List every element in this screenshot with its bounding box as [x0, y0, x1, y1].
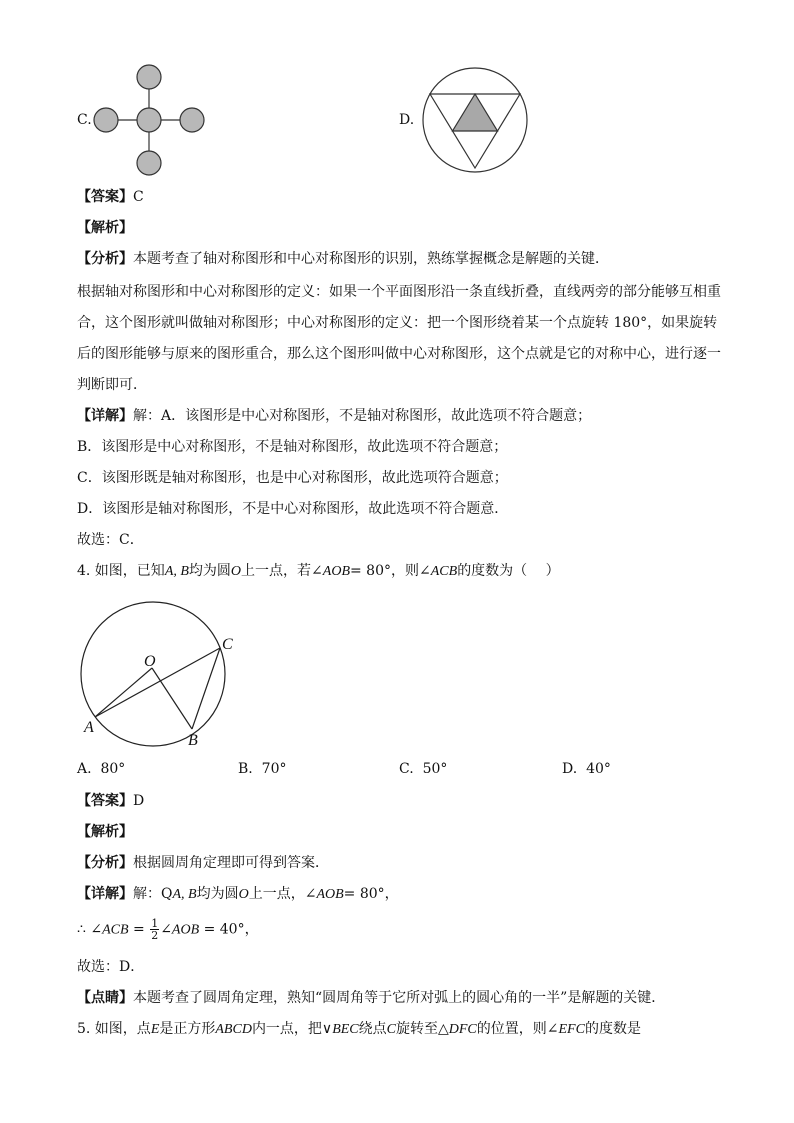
q4-text-part: 的度数为（ ）	[457, 563, 560, 579]
segment-bc	[192, 648, 220, 729]
equals: =	[128, 921, 150, 938]
option-value: 80°	[100, 761, 126, 777]
fenxi-text: 本题考查了轴对称图形和中心对称图形的识别，熟练掌握概念是解题的关键．	[133, 251, 609, 267]
q5-text-part: 内一点，把∨	[251, 1021, 333, 1037]
q4-text-part: = 80°，	[343, 886, 399, 902]
definition-line-4: 判断即可．	[77, 377, 147, 393]
q5-var-c: C	[386, 1022, 396, 1037]
fenxi-line-q4	[77, 853, 329, 873]
fenxi-tag: 【分析】	[77, 855, 133, 871]
answer-line-q3	[77, 187, 144, 207]
definition-line-2: 合，这个图形就叫做轴对称图形；中心对称图形的定义：把一个图形绕着某一个点旋转 180°，如果旋转	[77, 315, 718, 331]
detail-line-a	[77, 406, 591, 426]
option-letter: C.	[399, 761, 414, 777]
q5-text-part: 是正方形	[159, 1021, 216, 1037]
q4-var-o: O	[238, 887, 249, 902]
fenxi-tag: 【分析】	[77, 251, 133, 267]
option-letter: B.	[238, 761, 253, 777]
label-o: O	[144, 653, 156, 670]
option-c-label: C.	[77, 112, 92, 128]
because-symbol: Q	[161, 886, 173, 902]
label-b: B	[188, 732, 198, 749]
choose-line-q4: 故选：D．	[77, 959, 145, 975]
segment-ac	[95, 648, 220, 717]
xiangjie-tag: 【详解】	[77, 408, 133, 424]
xiangjie-text: 解：A．该图形是中心对称图形，不是轴对称图形，故此选项不符合题意；	[133, 408, 592, 424]
xiangjie-tag: 【详解】	[77, 886, 133, 902]
analysis-title: 【解析】	[77, 824, 133, 840]
option-letter: D.	[562, 761, 578, 777]
answer-value: C	[133, 189, 144, 205]
detail-line-c: C．该图形既是轴对称图形，也是中心对称图形，故此选项符合题意；	[77, 470, 508, 486]
q4-option-d	[562, 759, 611, 779]
detail-line-b: B．该图形是中心对称图形，不是轴对称图形，故此选项不符合题意；	[77, 439, 508, 455]
question-4-stem	[77, 561, 560, 582]
q5-text-part: 的度数是	[584, 1021, 641, 1037]
fenxi-text: 根据圆周角定理即可得到答案．	[133, 855, 329, 871]
fraction-denominator: 2	[151, 929, 159, 942]
q4-option-a	[77, 759, 125, 779]
answer-tag: 【答案】	[77, 793, 133, 809]
q4-text-part: 上一点，若∠	[241, 563, 323, 579]
therefore-symbol: ∴ ∠	[77, 921, 103, 938]
label-c: C	[222, 636, 233, 653]
q5-text-part: 绕点	[358, 1021, 387, 1037]
segment-oa	[95, 668, 152, 717]
triangle-in-circle-figure	[423, 68, 527, 172]
calc-line-q4	[77, 918, 259, 941]
q4-text-part: = 80°，则∠	[350, 563, 431, 579]
choose-line-q3: 故选：C．	[77, 532, 144, 548]
angle-symbol: ∠	[160, 921, 172, 938]
question-5-stem	[77, 1019, 641, 1040]
fraction-half	[150, 918, 159, 941]
definition-line-1: 根据轴对称图形和中心对称图形的定义：如果一个平面图形沿一条直线折叠，直线两旁的部分能够互相重	[77, 284, 721, 300]
answer-line-q4	[77, 791, 144, 811]
answer-tag: 【答案】	[77, 189, 133, 205]
option-value: 70°	[261, 761, 287, 777]
option-value: 50°	[422, 761, 448, 777]
q4-var-acb: ACB	[430, 564, 458, 579]
q4-var-aob: AOB	[171, 922, 200, 938]
q4-var-acb: ACB	[102, 922, 129, 938]
q5-text-part: 旋转至△	[395, 1021, 449, 1037]
detail-line-d: D．该图形是轴对称图形，不是中心对称图形，故此选项不符合题意．	[77, 501, 509, 517]
segment-ob	[152, 668, 192, 729]
q4-text-part: 解：	[133, 886, 161, 902]
circle-figure-q4	[70, 598, 250, 753]
q4-text-part: 均为圆	[188, 563, 231, 579]
label-a: A	[84, 719, 94, 736]
q5-var-efc: EFC	[558, 1022, 585, 1037]
dianjing-tag: 【点睛】	[77, 990, 133, 1006]
option-d-figure	[420, 64, 530, 176]
q4-var-ab: A, B	[172, 887, 197, 902]
q5-var-dfc: DFC	[448, 1022, 477, 1037]
calc-result: = 40°，	[199, 921, 259, 938]
answer-value: D	[133, 793, 145, 809]
dianjing-line-q4	[77, 988, 665, 1008]
fraction-numerator: 1	[151, 917, 159, 930]
option-d-label: D.	[399, 112, 415, 128]
option-c-figure	[88, 60, 213, 180]
q5-var-e: E	[150, 1022, 160, 1037]
q4-text-part: 均为圆	[196, 886, 239, 902]
dianjing-text: 本题考查了圆周角定理，熟知“圆周角等于它所对弧上的圆心角的一半”是解题的关键．	[133, 990, 666, 1006]
q4-var-aob: AOB	[316, 887, 344, 902]
option-value: 40°	[586, 761, 611, 777]
q5-text-part: 5. 如图，点	[77, 1021, 151, 1037]
q4-text-part: 上一点，∠	[248, 886, 317, 902]
fenxi-line-q3	[77, 249, 609, 269]
definition-line-3: 后的图形能够与原来的图形重合，那么这个图形叫做中心对称图形，这个点就是它的对称中心，进行逐一	[77, 346, 721, 362]
analysis-title: 【解析】	[77, 220, 133, 236]
xiangjie-line-q4	[77, 884, 399, 905]
q5-var-abcd: ABCD	[215, 1022, 252, 1037]
q4-var-ab: A, B	[164, 564, 189, 579]
q4-var-aob: AOB	[322, 564, 350, 579]
q4-var-o: O	[230, 564, 242, 579]
cross-circles-figure	[94, 65, 204, 175]
circle-o	[81, 602, 225, 746]
q4-option-c	[399, 759, 447, 779]
q4-option-b	[238, 759, 286, 779]
q4-text-part: 4. 如图，已知	[77, 563, 165, 579]
q5-var-bec: BEC	[332, 1022, 359, 1037]
q5-text-part: 的位置，则∠	[476, 1021, 559, 1037]
option-letter: A.	[77, 761, 92, 777]
